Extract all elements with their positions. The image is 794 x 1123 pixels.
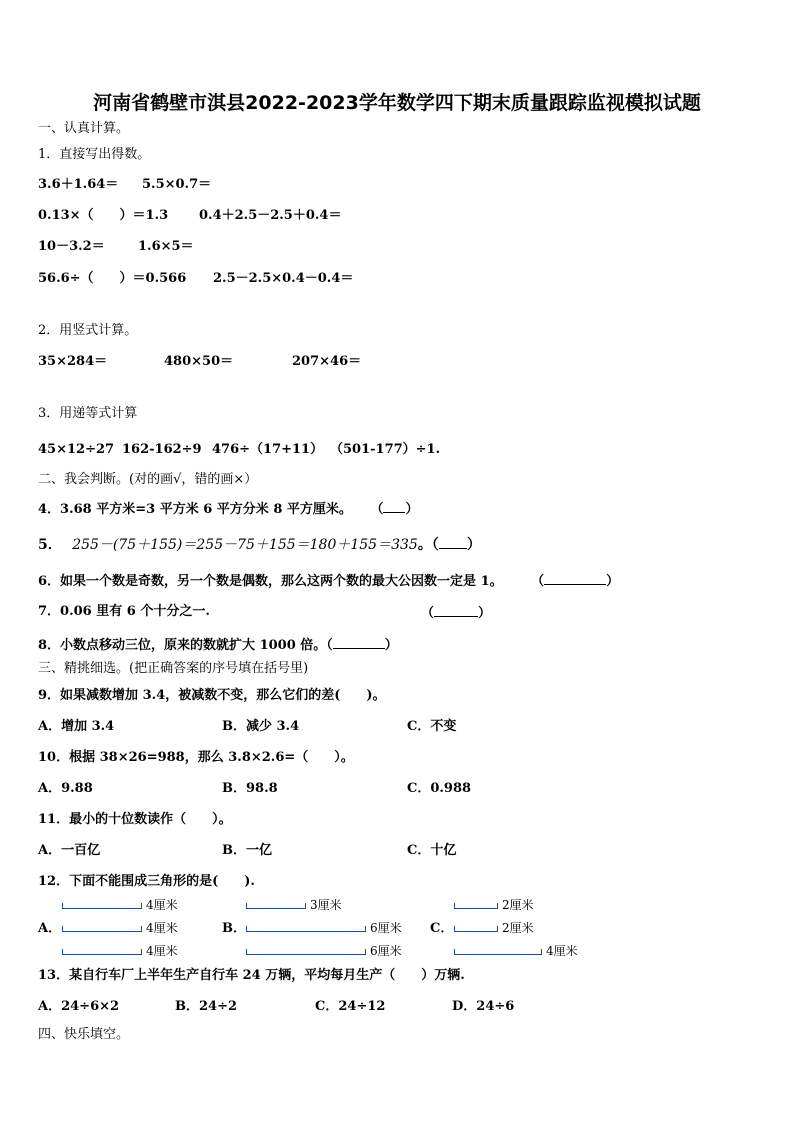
section-1-heading: 一、认真计算。 [38, 121, 130, 136]
q12-b-label-3: 6厘米 [370, 944, 402, 958]
q12-option-a-letter[interactable]: A． [38, 921, 62, 936]
q6-paren-left: （ [531, 574, 545, 589]
q12-b-segment-2 [246, 926, 366, 932]
q12-b-label-1: 3厘米 [310, 898, 342, 912]
q5-expression: 255－(75＋155)＝255－75＋155＝180＋155＝335 [72, 537, 418, 553]
q7-paren-right: ） [478, 606, 492, 621]
q12-c-segment-3 [454, 949, 542, 955]
q2-item-2: 480×50＝ [164, 354, 234, 369]
q7-paren-left: （ [421, 606, 435, 621]
q8-answer-blank[interactable] [333, 636, 385, 649]
q12-c-segment-2 [454, 926, 498, 932]
q11-option-c[interactable]: C．十亿 [407, 843, 457, 858]
q12-a-segment-1 [62, 903, 142, 909]
q12-c-label-1: 2厘米 [502, 898, 534, 912]
q5-answer-blank[interactable] [439, 536, 467, 549]
q1-item-7: 56.6÷（ ）＝0.566 [38, 271, 187, 286]
q13-option-b[interactable]: B．24÷2 [175, 999, 238, 1014]
q7-answer-blank[interactable] [434, 604, 478, 617]
q5-line [38, 536, 481, 553]
q13-option-c[interactable]: C．24÷12 [315, 999, 386, 1014]
q3-item-2: 162-162÷9 [122, 442, 202, 457]
q12-a-label-2: 4厘米 [146, 921, 178, 935]
q1-item-4: 0.4＋2.5－2.5＋0.4＝ [199, 208, 342, 223]
q9-option-b[interactable]: B．减少 3.4 [222, 719, 300, 734]
q12-option-b-letter[interactable]: B． [222, 921, 246, 936]
q1-item-8: 2.5－2.5×0.4－0.4＝ [213, 271, 354, 286]
q6-paren-right: ） [606, 574, 620, 589]
q12-b-segment-1 [246, 903, 306, 909]
q4-paren-left: （ [370, 502, 384, 517]
q10-option-b[interactable]: B．98.8 [222, 781, 278, 796]
q12-c-segment-1 [454, 903, 498, 909]
section-3-heading: 三、精挑细选。(把正确答案的序号填在括号里) [38, 661, 309, 676]
section-2-heading: 二、我会判断。(对的画√，错的画×） [38, 472, 258, 487]
page-title: 河南省鹤壁市淇县2022-2023学年数学四下期末质量跟踪监视模拟试题 [93, 92, 701, 114]
q12-b-segment-3 [246, 949, 366, 955]
q12-a-segment-2 [62, 926, 142, 932]
q3-item-3: 476÷（17+11） [212, 442, 324, 457]
q6-answer-blank[interactable] [544, 572, 606, 585]
q2-item-3: 207×46＝ [292, 354, 362, 369]
q12-stem: 12．下面不能围成三角形的是( ). [38, 874, 255, 889]
q4-paren-right: ） [405, 502, 419, 517]
q7-paren-group [421, 604, 491, 622]
q9-stem: 9．如果减数增加 3.4，被减数不变，那么它们的差( )。 [38, 688, 386, 703]
q12-a-label-3: 4厘米 [146, 944, 178, 958]
q1-item-3: 0.13×（ ）＝1.3 [38, 208, 169, 223]
q5-paren-right: ） [466, 537, 481, 553]
q13-stem: 13．某自行车厂上半年生产自行车 24 万辆，平均每月生产（ ）万辆. [38, 968, 465, 983]
q4-answer-blank[interactable] [383, 500, 405, 513]
q1-item-1: 3.6＋1.64＝ [38, 177, 119, 192]
q11-option-b[interactable]: B．一亿 [222, 843, 272, 858]
q12-a-label-1: 4厘米 [146, 898, 178, 912]
q10-option-a[interactable]: A．9.88 [38, 781, 93, 796]
q1-item-2: 5.5×0.7＝ [142, 177, 212, 192]
q4-text: 4．3.68 平方米=3 平方米 6 平方分米 8 平方厘米。 [38, 502, 352, 517]
q12-option-c-letter[interactable]: C． [430, 921, 454, 936]
q10-stem: 10．根据 38×26=988，那么 3.8×2.6=（ ）。 [38, 750, 354, 765]
section-4-heading: 四、快乐填空。 [38, 1027, 130, 1042]
q12-a-segment-3 [62, 949, 142, 955]
q3-item-1: 45×12÷27 [38, 442, 115, 457]
q9-option-c[interactable]: C．不变 [407, 719, 457, 734]
q8-line [38, 636, 398, 654]
q2-item-1: 35×284＝ [38, 354, 108, 369]
q11-stem: 11．最小的十位数读作（ ）。 [38, 812, 232, 827]
q2-stem: 2．用竖式计算。 [38, 323, 138, 338]
q8-paren-right: ） [384, 638, 398, 653]
q12-c-label-2: 2厘米 [502, 921, 534, 935]
q12-b-label-2: 6厘米 [370, 921, 402, 935]
q13-option-d[interactable]: D．24÷6 [452, 999, 515, 1014]
q9-option-a[interactable]: A．增加 3.4 [38, 719, 115, 734]
q5-number: 5． [38, 537, 62, 553]
q8-text: 8．小数点移动三位，原来的数就扩大 1000 倍。（ [38, 638, 333, 653]
q5-tail: 。（ [417, 537, 439, 553]
q13-option-a[interactable]: A．24÷6×2 [38, 999, 120, 1014]
q1-item-5: 10－3.2＝ [38, 239, 105, 254]
q1-stem: 1．直接写出得数。 [38, 147, 151, 162]
q1-item-6: 1.6×5＝ [138, 239, 194, 254]
q4-line [38, 500, 418, 518]
q10-option-c[interactable]: C．0.988 [407, 781, 472, 796]
q7-text: 7．0.06 里有 6 个十分之一. [38, 604, 210, 619]
q3-item-4: （501-177）÷1. [330, 442, 441, 457]
q6-text: 6．如果一个数是奇数，另一个数是偶数，那么这两个数的最大公因数一定是 1。 [38, 574, 503, 589]
q3-stem: 3．用递等式计算 [38, 406, 138, 421]
q11-option-a[interactable]: A．一百亿 [38, 843, 101, 858]
q6-line [38, 572, 619, 590]
q12-c-label-3: 4厘米 [546, 944, 578, 958]
